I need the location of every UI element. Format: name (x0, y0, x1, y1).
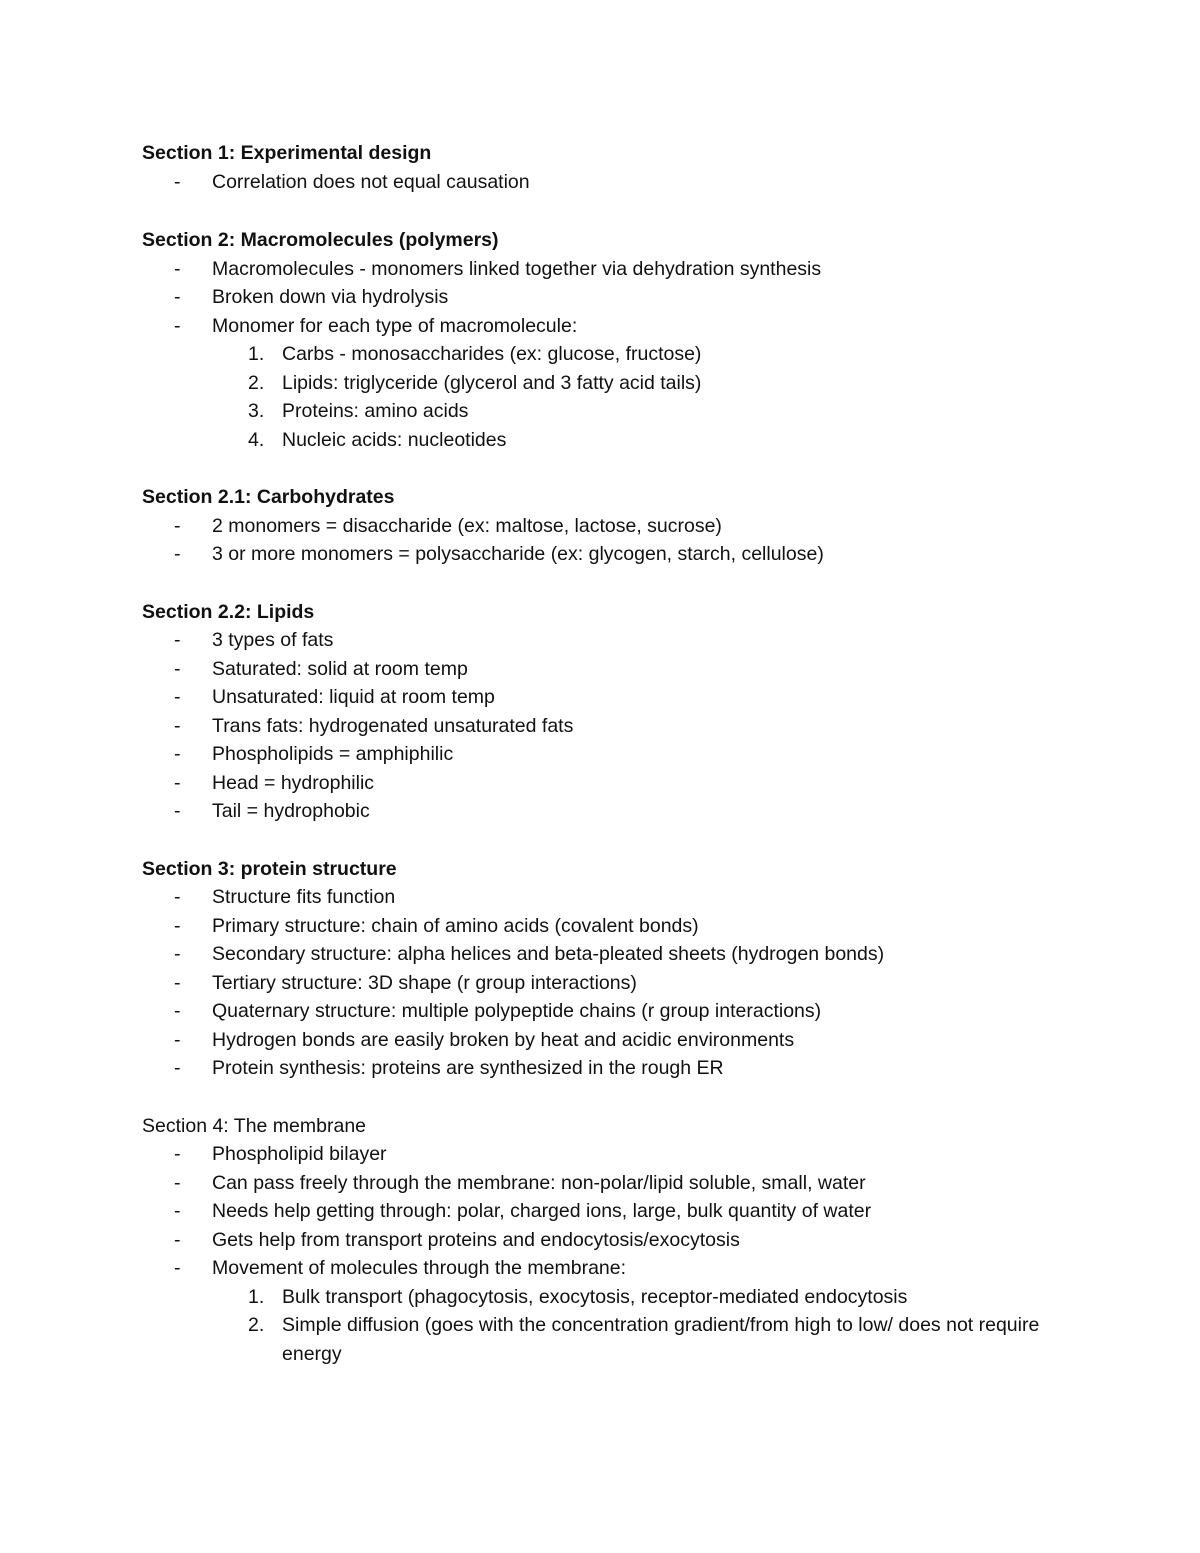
dash-marker: - (174, 1143, 181, 1165)
dash-marker: - (174, 1000, 181, 1022)
bullet-text: Trans fats: hydrogenated unsaturated fats (212, 714, 574, 737)
dash-marker: - (174, 543, 181, 565)
number-marker: 1. (248, 343, 265, 365)
bullet-text: Phospholipids = amphiphilic (212, 743, 454, 765)
bullet-text: Can pass freely through the membrane: non-polar/lipid soluble, small, water (212, 1171, 866, 1194)
bullet-text: Needs help getting through: polar, charged ions, large, bulk quantity of water (212, 1200, 872, 1222)
dash-marker: - (174, 170, 181, 193)
numbered-text: Proteins: amino acids (282, 400, 469, 422)
bullet-text: Monomer for each type of macromolecule: (212, 314, 578, 337)
numbered-text: Simple diffusion (goes with the concentration gradient/from high to low/ does not require energy (282, 1314, 1040, 1365)
bullet-text: Tail = hydrophobic (212, 800, 370, 822)
bullet-text: 2 monomers = disaccharide (ex: maltose, lactose, sucrose) (212, 514, 722, 537)
bullet-item (142, 883, 1102, 912)
dash-marker: - (174, 1257, 181, 1279)
section-heading: Section 2.1: Carbohydrates (142, 486, 395, 508)
bullet-text: Tertiary structure: 3D shape (r group interactions) (212, 971, 637, 994)
bullet-item (142, 1026, 1102, 1055)
section-experimental-design (142, 139, 1102, 196)
bullet-item (142, 312, 1102, 341)
dash-marker: - (174, 657, 181, 680)
numbered-text: Bulk transport (phagocytosis, exocytosis, receptor-mediated endocytosis (282, 1285, 908, 1308)
section-heading: Section 2: Macromolecules (polymers) (142, 229, 499, 251)
dash-marker: - (174, 1028, 181, 1051)
dash-marker: - (174, 1171, 181, 1194)
numbered-text: Nucleic acids: nucleotides (282, 428, 507, 451)
bullet-item (142, 1169, 1102, 1198)
dash-marker: - (174, 514, 181, 537)
bullet-text: Secondary structure: alpha helices and beta-pleated sheets (hydrogen bonds) (212, 943, 885, 965)
dash-marker: - (174, 971, 181, 994)
bullet-text: Gets help from transport proteins and endocytosis/exocytosis (212, 1228, 740, 1251)
numbered-item (142, 426, 1062, 455)
bullet-text: Saturated: solid at room temp (212, 657, 468, 680)
bullet-text: Protein synthesis: proteins are synthesized in the rough ER (212, 1057, 724, 1079)
numbered-text: Lipids: triglyceride (glycerol and 3 fatty acid tails) (282, 371, 702, 394)
bullet-text: Movement of molecules through the membrane: (212, 1257, 627, 1279)
bullet-text: Hydrogen bonds are easily broken by heat and acidic environments (212, 1028, 795, 1051)
bullet-item (142, 168, 1102, 197)
number-marker: 3. (248, 400, 265, 422)
dash-marker: - (174, 914, 181, 937)
dash-marker: - (174, 257, 181, 280)
numbered-item (142, 369, 1062, 398)
numbered-item (142, 340, 1062, 369)
bullet-item (142, 255, 1102, 284)
dash-marker: - (174, 1057, 181, 1079)
bullet-text: 3 or more monomers = polysaccharide (ex: glycogen, starch, cellulose) (212, 543, 824, 565)
number-marker: 2. (248, 1314, 265, 1336)
bullet-text: Structure fits function (212, 886, 396, 908)
section-heading: Section 2.2: Lipids (142, 600, 315, 623)
dash-marker: - (174, 1200, 181, 1222)
dash-marker: - (174, 886, 181, 908)
number-marker: 1. (248, 1285, 265, 1308)
numbered-item (142, 1283, 1062, 1312)
bullet-item (142, 797, 1102, 826)
bullet-text: Broken down via hydrolysis (212, 286, 449, 308)
dash-marker: - (174, 771, 181, 794)
bullet-item (142, 1054, 1102, 1083)
bullet-item (142, 969, 1102, 998)
numbered-text: Carbs - monosaccharides (ex: glucose, fructose) (282, 343, 702, 365)
number-marker: 2. (248, 371, 265, 394)
dash-marker: - (174, 686, 181, 708)
dash-marker: - (174, 943, 181, 965)
bullet-item (142, 769, 1102, 798)
bullet-item (142, 626, 1102, 655)
bullet-item (142, 740, 1102, 769)
bullet-item (142, 540, 1102, 569)
bullet-text: Phospholipid bilayer (212, 1143, 387, 1165)
section-macromolecules (142, 226, 1102, 454)
bullet-item (142, 1197, 1102, 1226)
dash-marker: - (174, 800, 181, 822)
number-marker: 4. (248, 428, 265, 451)
section-membrane (142, 1112, 1102, 1369)
numbered-item (142, 1311, 1062, 1368)
bullet-item (142, 283, 1102, 312)
bullet-item (142, 512, 1102, 541)
numbered-item (142, 397, 1062, 426)
dash-marker: - (174, 1228, 181, 1251)
section-protein-structure (142, 855, 1102, 1083)
section-heading: Section 3: protein structure (142, 857, 397, 880)
dash-marker: - (174, 286, 181, 308)
bullet-item (142, 655, 1102, 684)
bullet-text: Primary structure: chain of amino acids (covalent bonds) (212, 914, 699, 937)
dash-marker: - (174, 629, 181, 651)
bullet-text: Quaternary structure: multiple polypeptide chains (r group interactions) (212, 1000, 822, 1022)
bullet-item (142, 1254, 1102, 1283)
bullet-text: Correlation does not equal causation (212, 170, 530, 193)
bullet-text: 3 types of fats (212, 629, 334, 651)
document-body (142, 139, 1102, 1398)
section-heading: Section 4: The membrane (142, 1114, 367, 1137)
dash-marker: - (174, 743, 181, 765)
bullet-item (142, 1140, 1102, 1169)
section-heading: Section 1: Experimental design (142, 142, 432, 164)
dash-marker: - (174, 714, 181, 737)
bullet-item (142, 1226, 1102, 1255)
bullet-item (142, 712, 1102, 741)
bullet-item (142, 683, 1102, 712)
dash-marker: - (174, 314, 181, 337)
bullet-text: Unsaturated: liquid at room temp (212, 686, 495, 708)
bullet-text: Macromolecules - monomers linked together via dehydration synthesis (212, 257, 822, 280)
bullet-text: Head = hydrophilic (212, 771, 375, 794)
bullet-item (142, 940, 1102, 969)
bullet-item (142, 912, 1102, 941)
section-lipids (142, 598, 1102, 826)
section-carbohydrates (142, 483, 1102, 569)
bullet-item (142, 997, 1102, 1026)
